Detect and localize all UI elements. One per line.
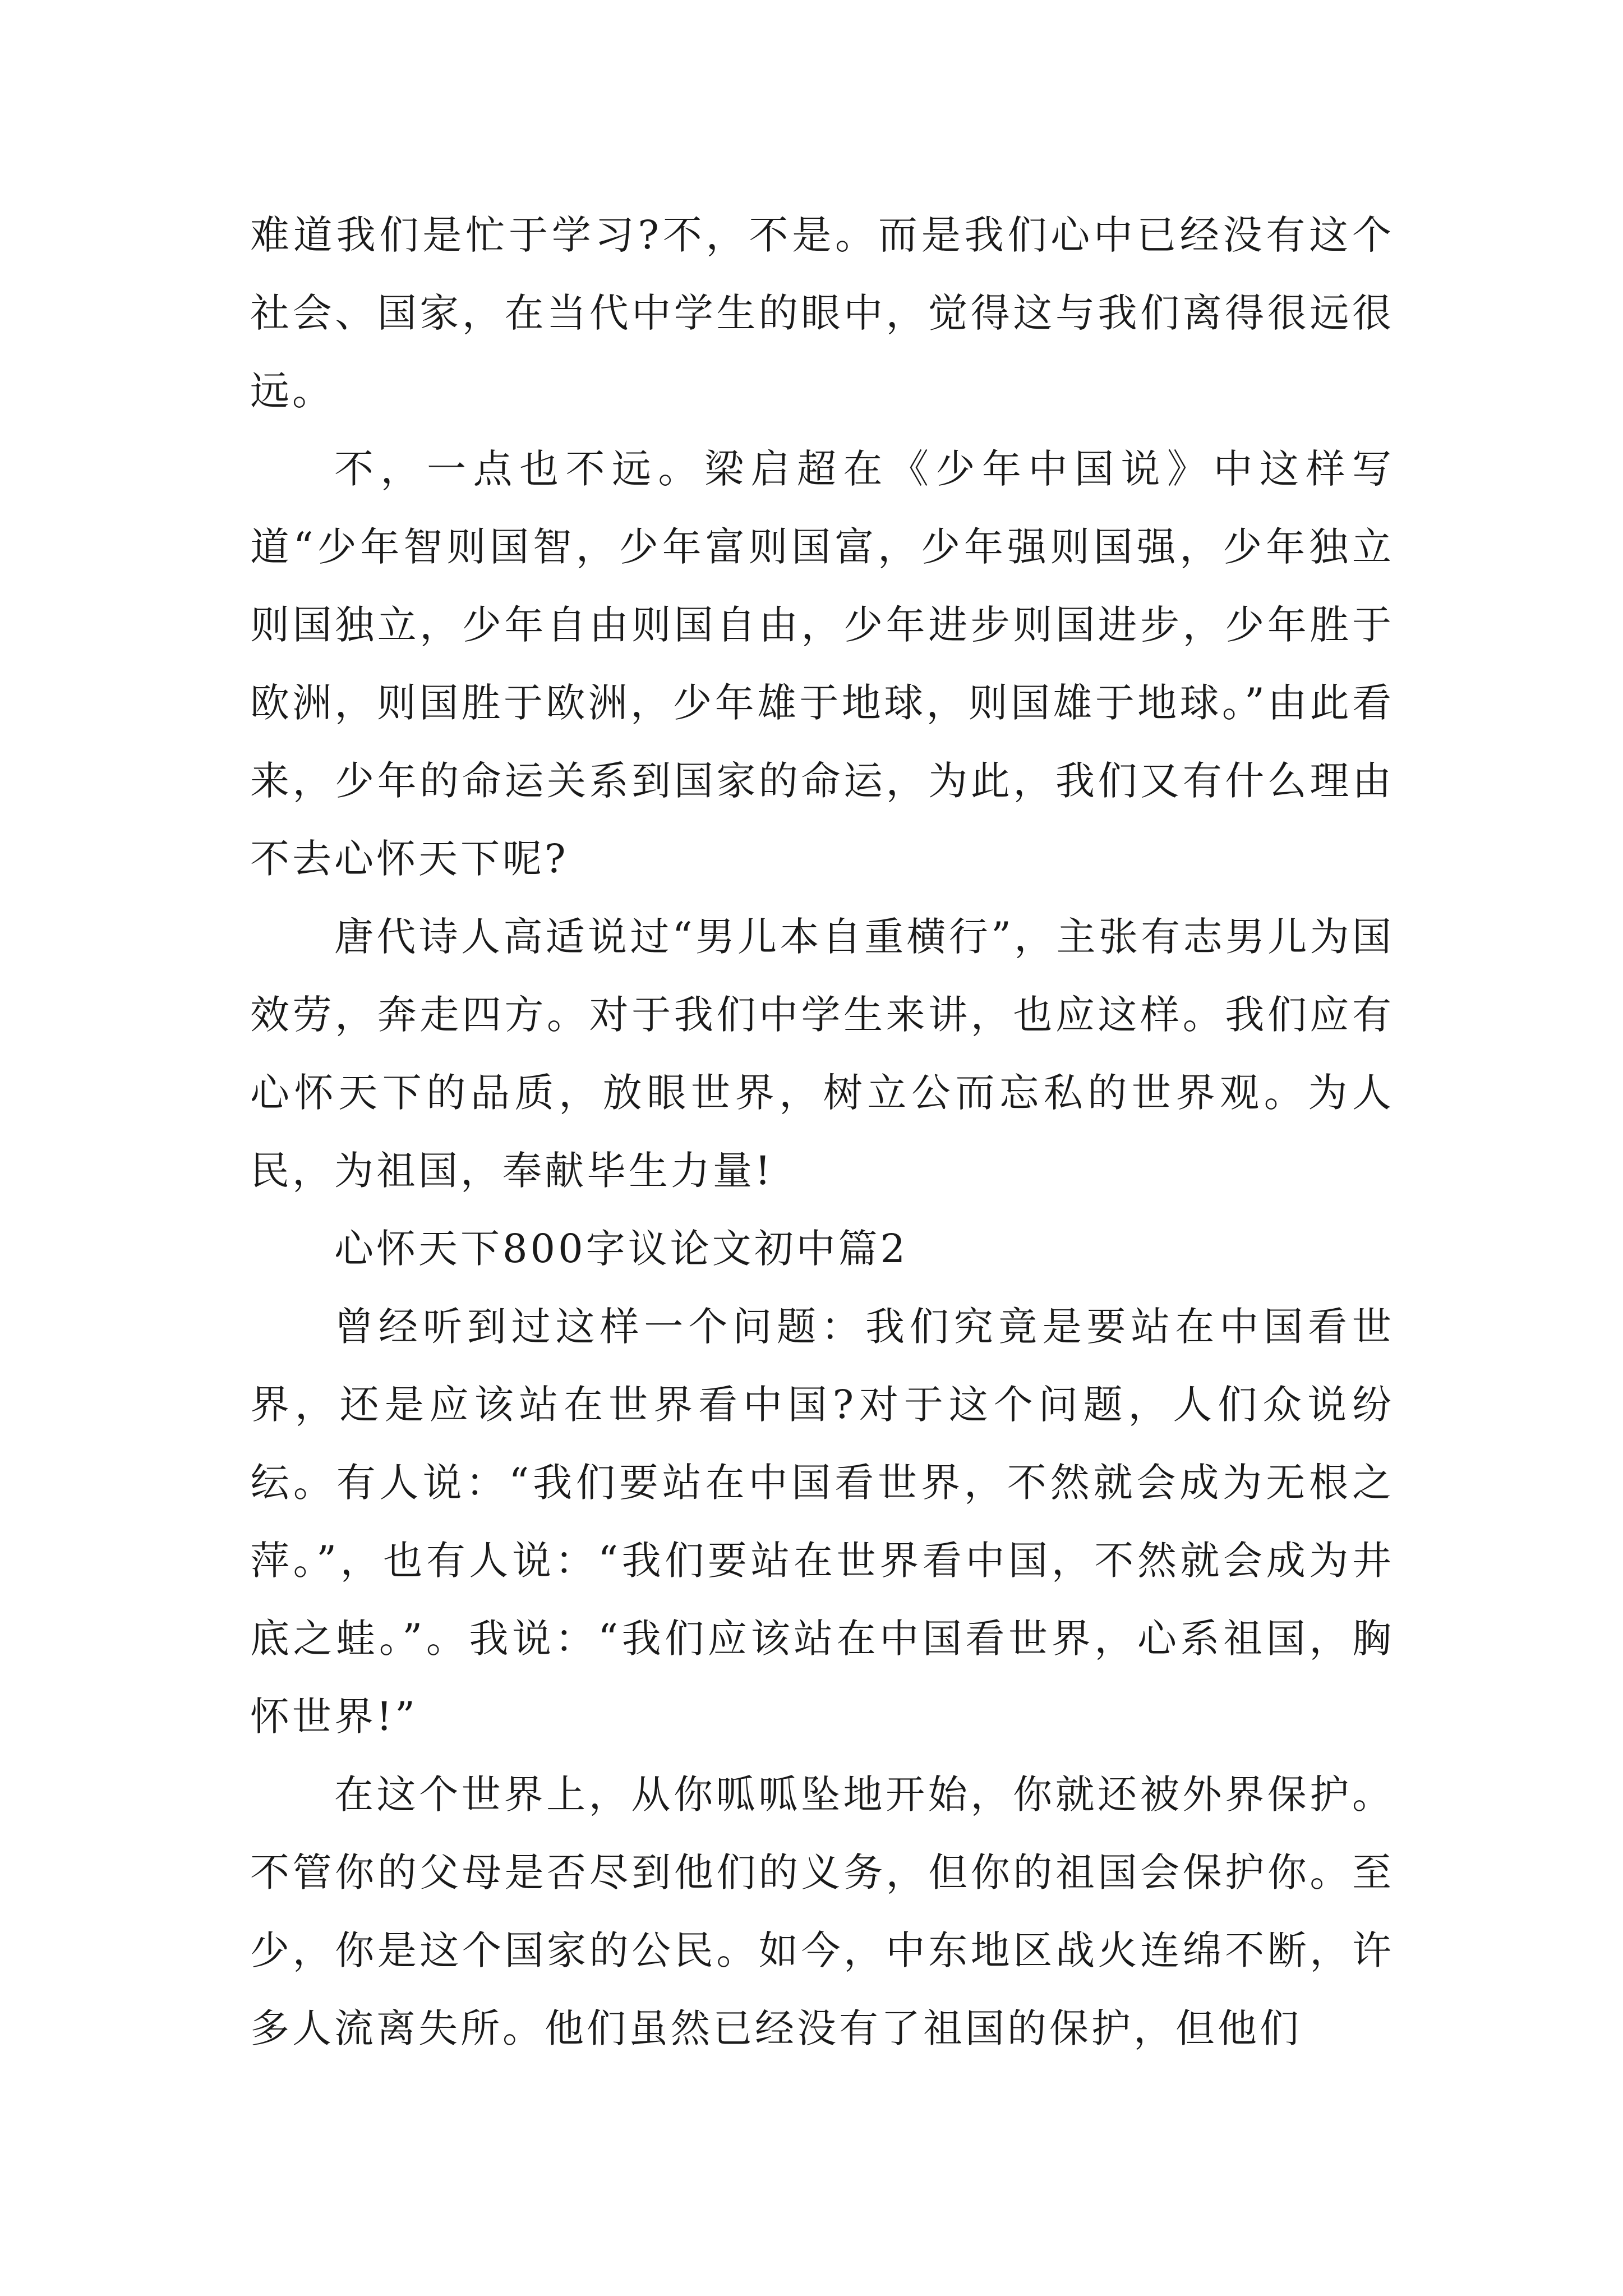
- paragraph-1: 难道我们是忙于学习?不，不是。而是我们心中已经没有这个社会、国家，在当代中学生的眼中，觉得这与我们离得很远很远。: [250, 212, 1394, 414]
- paragraph-5: 在这个世界上，从你呱呱坠地开始，你就还被外界保护。不管你的父母是否尽到他们的义务，但你的祖国会保护你。至少，你是这个国家的公民。如今，中东地区战火连绵不断，许多人流离失所。他们虽然已经没有了祖国的保护，但他们: [250, 1772, 1394, 2051]
- document-body: [250, 196, 1394, 2068]
- section-heading: 心怀天下800字议论文初中篇2: [334, 1226, 909, 1272]
- paragraph-2: 不，一点也不远。梁启超在《少年中国说》中这样写道“少年智则国智，少年富则国富，少年强则国强，少年独立则国独立，少年自由则国自由，少年进步则国进步，少年胜于欧洲，则国胜于欧洲，少年雄于地球，则国雄于地球。”由此看来，少年的命运关系到国家的命运，为此，我们又有什么理由不去心怀天下呢?: [250, 446, 1394, 882]
- paragraph-3: 唐代诗人高适说过“男儿本自重横行”，主张有志男儿为国效劳，奔走四方。对于我们中学生来讲，也应这样。我们应有心怀天下的品质，放眼世界，树立公而忘私的世界观。为人民，为祖国，奉献毕生力量!: [250, 914, 1394, 1194]
- paragraph-4: 曾经听到过这样一个问题：我们究竟是要站在中国看世界，还是应该站在世界看中国?对于这个问题，人们众说纷纭。有人说：“我们要站在中国看世界，不然就会成为无根之萍。”，也有人说：“我们要站在世界看中国，不然就会成为井底之蛙。”。我说：“我们应该站在中国看世界，心系祖国，胸怀世界!”: [250, 1304, 1394, 1740]
